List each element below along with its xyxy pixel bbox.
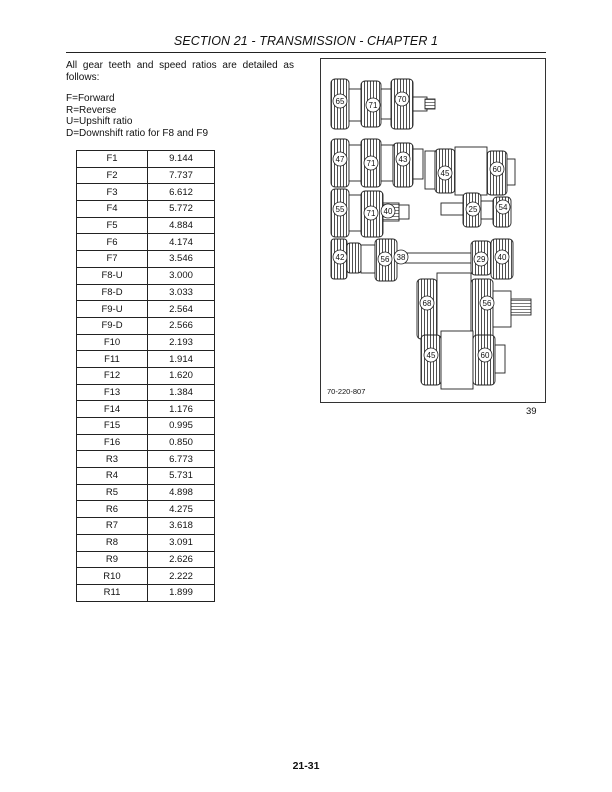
figure-number: 39: [526, 406, 537, 417]
table-row: [77, 551, 215, 568]
ratio-cell: 2.222: [148, 568, 215, 585]
legend-forward: F=Forward: [66, 93, 115, 104]
ratio-cell: 2.564: [148, 301, 215, 318]
ratio-cell: 2.193: [148, 334, 215, 351]
gear-cell: F16: [77, 434, 148, 451]
gear-cell: F12: [77, 367, 148, 384]
table-row: [77, 568, 215, 585]
transmission-figure: [320, 58, 546, 403]
gear-cell: F8-D: [77, 284, 148, 301]
table-row: [77, 484, 215, 501]
gear-cell: R6: [77, 501, 148, 518]
table-row: [77, 234, 215, 251]
gear-cell: R5: [77, 484, 148, 501]
tooth-count-label: 38: [396, 253, 406, 262]
table-row: [77, 401, 215, 418]
gear-cell: F13: [77, 384, 148, 401]
gear-cell: F2: [77, 167, 148, 184]
table-row: [77, 334, 215, 351]
gear-cell: F4: [77, 201, 148, 218]
gear-cell: F9-D: [77, 317, 148, 334]
gear-cell: F6: [77, 234, 148, 251]
tooth-count-label: 56: [380, 255, 390, 264]
gear-cell: F10: [77, 334, 148, 351]
ratio-cell: 3.618: [148, 518, 215, 535]
ratio-cell: 2.626: [148, 551, 215, 568]
ratio-cell: 5.731: [148, 468, 215, 485]
table-row: [77, 201, 215, 218]
intro-paragraph: All gear teeth and speed ratios are detailed as follows:: [66, 60, 294, 83]
table-row: [77, 468, 215, 485]
table-row: [77, 267, 215, 284]
tooth-count-label: 70: [397, 95, 407, 104]
table-row: [77, 367, 215, 384]
tooth-count-label: 40: [383, 207, 393, 216]
legend-downshift: D=Downshift ratio for F8 and F9: [66, 127, 209, 139]
ratio-cell: 3.000: [148, 267, 215, 284]
tooth-count-label: 71: [366, 159, 376, 168]
tooth-count-label: 55: [335, 205, 345, 214]
table-row: [77, 501, 215, 518]
tooth-count-label: 56: [482, 299, 492, 308]
table-row: [77, 151, 215, 168]
tooth-count-label: 29: [476, 255, 486, 264]
ratio-cell: 3.091: [148, 534, 215, 551]
tooth-count-label: 71: [366, 209, 376, 218]
table-row: [77, 251, 215, 268]
table-row: [77, 301, 215, 318]
tooth-count-label: 60: [480, 351, 490, 360]
section-header: SECTION 21 - TRANSMISSION - CHAPTER 1: [173, 34, 439, 48]
gear-cell: F5: [77, 217, 148, 234]
ratio-cell: 3.033: [148, 284, 215, 301]
ratio-cell: 9.144: [148, 151, 215, 168]
gear-cell: R10: [77, 568, 148, 585]
table-row: [77, 534, 215, 551]
ratio-cell: 6.612: [148, 184, 215, 201]
tooth-count-label: 65: [335, 97, 345, 106]
gear-cell: R4: [77, 468, 148, 485]
legend: [66, 93, 306, 139]
page-number: 21-31: [292, 760, 320, 772]
table-row: [77, 351, 215, 368]
gear-cell: F7: [77, 251, 148, 268]
table-row: [77, 451, 215, 468]
gear-cell: R11: [77, 584, 148, 601]
legend-reverse: R=Reverse: [66, 104, 117, 116]
tooth-count-label: 71: [368, 101, 378, 110]
table-row: [77, 384, 215, 401]
tooth-count-label: 25: [468, 205, 478, 214]
table-row: [77, 167, 215, 184]
gear-train-illustration: [321, 59, 546, 403]
tooth-count-label: 68: [422, 299, 432, 308]
ratio-cell: 4.174: [148, 234, 215, 251]
tooth-count-label: 47: [335, 155, 345, 164]
ratio-cell: 1.899: [148, 584, 215, 601]
gear-cell: R9: [77, 551, 148, 568]
ratio-cell: 3.546: [148, 251, 215, 268]
gear-cell: R7: [77, 518, 148, 535]
table-row: [77, 284, 215, 301]
ratio-cell: 4.884: [148, 217, 215, 234]
ratio-cell: 0.995: [148, 418, 215, 435]
ratio-cell: 0.850: [148, 434, 215, 451]
ratio-cell: 2.566: [148, 317, 215, 334]
ratio-cell: 7.737: [148, 167, 215, 184]
gear-cell: F11: [77, 351, 148, 368]
table-row: [77, 184, 215, 201]
ratio-cell: 5.772: [148, 201, 215, 218]
gear-ratio-table: [76, 150, 215, 602]
tooth-count-label: 45: [426, 351, 436, 360]
tooth-count-label: 45: [440, 169, 450, 178]
gear-cell: F1: [77, 151, 148, 168]
tooth-count-label: 43: [398, 155, 408, 164]
legend-upshift: U=Upshift ratio: [66, 116, 133, 127]
tooth-count-label: 54: [498, 203, 508, 212]
gear-cell: F15: [77, 418, 148, 435]
table-row: [77, 317, 215, 334]
table-row: [77, 434, 215, 451]
ratio-cell: 1.914: [148, 351, 215, 368]
ratio-cell: 1.384: [148, 384, 215, 401]
table-row: [77, 217, 215, 234]
tooth-count-label: 42: [335, 253, 345, 262]
ratio-cell: 1.620: [148, 367, 215, 384]
gear-cell: F9-U: [77, 301, 148, 318]
table-row: [77, 518, 215, 535]
gear-cell: R3: [77, 451, 148, 468]
ratio-cell: 6.773: [148, 451, 215, 468]
ratio-cell: 4.898: [148, 484, 215, 501]
tooth-count-label: 60: [492, 165, 502, 174]
gear-cell: R8: [77, 534, 148, 551]
ratio-cell: 1.176: [148, 401, 215, 418]
ratio-cell: 4.275: [148, 501, 215, 518]
gear-cell: F14: [77, 401, 148, 418]
header-divider: [66, 52, 546, 53]
figure-reference: 70-220-807: [327, 387, 366, 396]
tooth-count-label: 40: [497, 253, 507, 262]
gear-cell: F3: [77, 184, 148, 201]
table-row: [77, 584, 215, 601]
gear-cell: F8-U: [77, 267, 148, 284]
table-row: [77, 418, 215, 435]
